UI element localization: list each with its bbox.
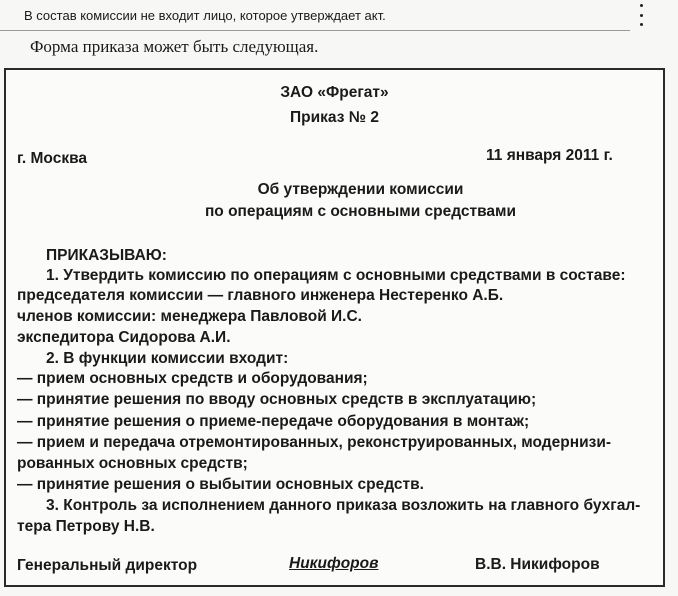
intro-text: Форма приказа может быть следующая. <box>30 37 319 56</box>
order-line: тера Петрову Н.В. <box>17 518 155 535</box>
order-line: председателя комиссии — главного инженера Нестеренко А.Б. <box>17 287 504 304</box>
order-line: — прием основных средств и оборудования; <box>17 370 368 387</box>
order-line: 2. В функции комиссии входит: <box>46 350 289 367</box>
order-line: — принятие решения по вводу основных средств в эксплуатацию; <box>17 391 537 408</box>
order-city: г. Москва <box>17 150 88 167</box>
divider <box>0 30 630 31</box>
handwritten-signature: Никифоров <box>289 555 379 572</box>
signatory-name: В.В. Никифоров <box>475 556 600 573</box>
order-line: — прием и передача отремонтированных, реконструированных, модернизи- <box>17 434 612 451</box>
order-document <box>4 68 665 587</box>
order-line: — принятие решения о выбытии основных средств. <box>17 476 424 493</box>
order-title: Приказ № 2 <box>290 109 379 126</box>
order-subject-line-2: по операциям с основными средствами <box>204 203 517 220</box>
order-line: 1. Утвердить комиссию по операциям с основными средствами в составе: <box>46 267 626 284</box>
order-line: рованных основных средств; <box>17 455 248 472</box>
more-options-icon[interactable] <box>640 4 643 26</box>
company-name: ЗАО «Фрегат» <box>280 84 389 101</box>
order-line: членов комиссии: менеджера Павловой И.С. <box>17 308 362 325</box>
order-line: экспедитора Сидорова А.И. <box>17 329 231 346</box>
order-line: — принятие решения о приеме-передаче оборудования в монтаж; <box>17 413 530 430</box>
order-command: ПРИКАЗЫВАЮ: <box>46 247 167 264</box>
top-note: В состав комиссии не входит лицо, которое утверждает акт. <box>24 8 386 23</box>
signature-position: Генеральный директор <box>17 557 198 574</box>
order-line: 3. Контроль за исполнением данного приказа возложить на главного бухгал- <box>46 497 641 514</box>
order-subject-line-1: Об утверждении комиссии <box>257 181 464 198</box>
order-date: 11 января 2011 г. <box>486 147 613 164</box>
